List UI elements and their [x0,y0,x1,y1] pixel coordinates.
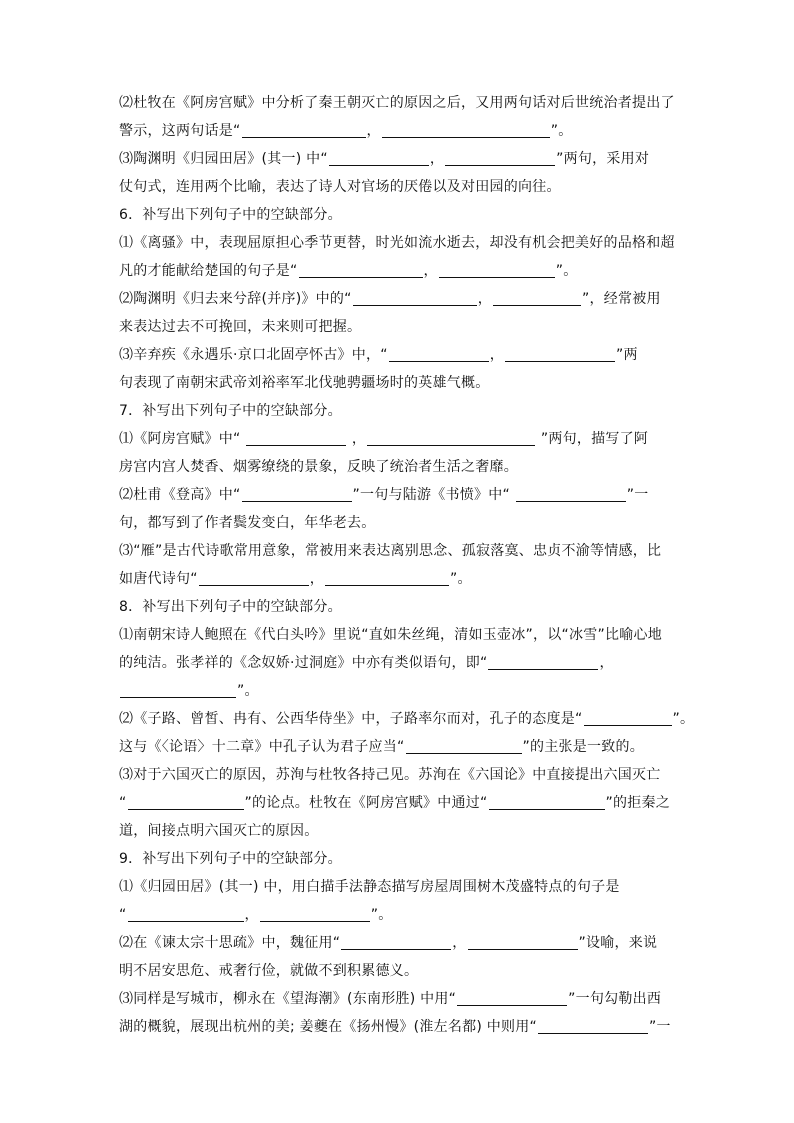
answer-blank[interactable] [538,1017,648,1034]
answer-blank[interactable] [128,905,244,922]
answer-blank[interactable] [120,681,236,698]
answer-blank[interactable] [128,793,244,810]
answer-blank[interactable] [516,485,626,502]
answer-blank[interactable] [299,261,423,278]
text-line: ⑵《子路、曾皙、冉有、公西华侍坐》中，子路率尔而对，孔子的态度是“ ”。 [119,711,695,727]
section-heading: 8．补写出下列句子中的空缺部分。 [119,599,342,615]
answer-blank[interactable] [439,261,555,278]
answer-blank[interactable] [584,709,672,726]
answer-blank[interactable] [329,149,429,166]
text-line: 警示，这两句话是“ ， ”。 [119,123,573,139]
text-line: ⑵在《谏太宗十思疏》中，魏征用“ ， ”设喻，来说 [119,935,658,951]
answer-blank[interactable] [489,793,605,810]
text-line: ⑶辛弃疾《永遇乐·京口北固亭怀古》中，“ ， ”两 [119,347,638,363]
text-line: 湖的概貌，展现出杭州的美; 姜夔在《扬州慢》(淮左名都) 中则用“ ”一 [119,1019,671,1035]
text-line: 的纯洁。张孝祥的《念奴娇·过洞庭》中亦有类似语句，即“ ， [119,655,614,671]
text-line: ⑵杜牧在《阿房宫赋》中分析了秦王朝灭亡的原因之后，又用两句话对后世统治者提出了 [119,95,675,111]
answer-blank[interactable] [505,345,615,362]
text-line: ⑴《归园田居》(其一) 中，用白描手法静态描写房屋周围树木茂盛特点的句子是 [119,879,620,895]
text-line: “ ， ”。 [119,907,393,923]
text-line: 仗句式，连用两个比喻，表达了诗人对官场的厌倦以及对田园的向往。 [119,179,561,195]
answer-blank[interactable] [389,345,489,362]
text-line: 凡的才能献给楚国的句子是“ ， ”。 [119,263,578,279]
text-line: 来表达过去不可挽回，未来则可把握。 [119,319,362,335]
text-line: ⑴《阿房宫赋》中“ ， ”两句，描写了阿 [119,431,649,447]
text-line: 句，都写到了作者鬓发变白，年华老去。 [119,515,376,531]
text-line: ⑵陶渊明《归去来兮辞(并序)》中的“ ， ”，经常被用 [119,291,661,307]
question-text [119,89,695,1041]
answer-blank[interactable] [242,121,366,138]
answer-blank[interactable] [406,737,522,754]
text-line: 这与《〈论语〉十二章》中孔子认为君子应当“ ”的主张是一致的。 [119,739,645,755]
answer-blank[interactable] [246,429,346,446]
text-line: 房宫内宫人焚香、烟雾缭绕的景象，反映了统治者生活之奢靡。 [119,459,518,475]
text-line: ⑴南朝宋诗人鲍照在《代白头吟》里说“直如朱丝绳，清如玉壶冰”，以“冰雪”比喻心地 [119,627,663,643]
section-heading: 6．补写出下列句子中的空缺部分。 [119,207,342,223]
answer-blank[interactable] [199,569,309,586]
answer-blank[interactable] [341,933,451,950]
answer-blank[interactable] [260,905,370,922]
answer-blank[interactable] [325,569,449,586]
text-line: ⑶“雁”是古代诗歌常用意象，常被用来表达离别思念、孤寂落寞、忠贞不渝等情感，比 [119,543,662,559]
answer-blank[interactable] [488,653,598,670]
text-line: “ ”的论点。杜牧在《阿房宫赋》中通过“ ”的拒秦之 [119,795,671,811]
answer-blank[interactable] [468,933,578,950]
text-line: 如唐代诗句“ ， ”。 [119,571,472,587]
text-line: ⑴《离骚》中，表现屈原担心季节更替，时光如流水逝去，却没有机会把美好的品格和超 [119,235,675,251]
text-line: ⑶对于六国灭亡的原因，苏洵与杜牧各持己见。苏洵在《六国论》中直接提出六国灭亡 [119,767,661,783]
text-line: 明不居安思危、戒奢行俭，就做不到积累德义。 [119,963,419,979]
text-line: ⑵杜甫《登高》中“ ”一句与陆游《书愤》中“ ”一 [119,487,649,503]
section-heading: 7．补写出下列句子中的空缺部分。 [119,403,342,419]
answer-blank[interactable] [242,485,352,502]
text-line: ”。 [119,677,681,705]
text-line: 道，间接点明六国灭亡的原因。 [119,823,319,839]
text-line: ⑶陶渊明《归园田居》(其一) 中“ ， ”两句，采用对 [119,151,650,167]
text-line: ⑶同样是写城市，柳永在《望海潮》(东南形胜) 中用“ ”一句勾勒出西 [119,991,662,1007]
answer-blank[interactable] [493,289,581,306]
answer-blank[interactable] [445,149,555,166]
answer-blank[interactable] [367,429,535,446]
section-heading: 9．补写出下列句子中的空缺部分。 [119,851,342,867]
text-line: 句表现了南朝宋武帝刘裕率军北伐驰骋疆场时的英雄气概。 [119,375,490,391]
answer-blank[interactable] [382,121,550,138]
answer-blank[interactable] [353,289,477,306]
answer-blank[interactable] [457,989,567,1006]
